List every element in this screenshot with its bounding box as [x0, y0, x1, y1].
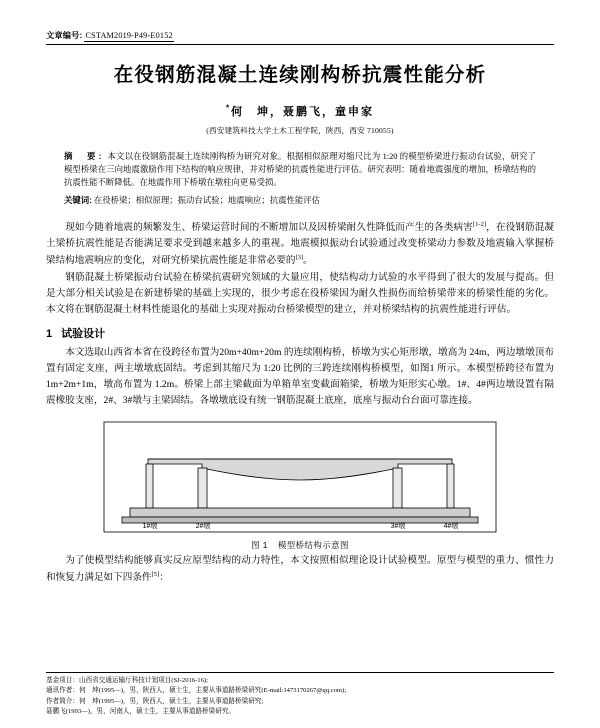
- affiliation: (西安建筑科技大学土木工程学院，陕西，西安 710055): [206, 126, 394, 135]
- section-title: 试验设计: [61, 328, 106, 341]
- figure-1-label: 图 1: [251, 539, 268, 550]
- abstract-label: 摘 要:: [64, 151, 105, 161]
- figure-1-caption-text: 模型桥结构示意图: [277, 539, 349, 550]
- footnote-marker: *: [225, 103, 232, 113]
- section-1-body: [46, 345, 554, 409]
- footnote-line-2: 通讯作者：何 坤(1995—)，男，陕西人，硕士生，主要从事道路桥梁研究(E-mail:1473170267@qq.com);: [46, 687, 347, 695]
- svg-text:2#墩: 2#墩: [195, 522, 211, 530]
- abstract: [46, 150, 554, 189]
- figure-1-image: [46, 418, 554, 536]
- after-figure-body: [46, 553, 554, 586]
- citation-5: [5]: [151, 570, 160, 578]
- section-number: 1: [46, 328, 53, 341]
- bridge-model-diagram: [90, 418, 510, 536]
- abstract-text: 本文以在役钢筋混凝土连续刚构桥为研究对象。根据相似原理对缩尺比为 1:20 的模型桥梁进行振动台试验，研究了模型桥梁在三向地震激励作用下结构的响应规律，并对桥梁的抗震性能进行评估。研究表明：随着地震强度的增加，桥墩结构的抗震性能不断降低。在地震作用下桥墩在墩柱向更易受损。: [64, 152, 536, 188]
- citation-3: [3]: [295, 254, 304, 262]
- figure-1: [46, 418, 554, 551]
- intro-paragraph-2: 钢筋混凝土桥梁振动台试验在桥梁抗震研究领域的大量应用，使结构动力试验的水平得到了很大的发展与提高。但是大部分相关试验是在新建桥梁的基础上实现的，很少考虑在役桥梁因为耐久性损伤而给桥梁带来的桥梁性能的劣化。本文将在钢筋混凝土材料性能退化的基础上实现对振动台桥梁模型的建立，并对桥梁结构的抗震性能进行评估。: [46, 271, 554, 315]
- svg-text:3#墩: 3#墩: [390, 522, 406, 530]
- article-id: [46, 30, 554, 42]
- author-list: [46, 103, 554, 119]
- figure-1-caption: [46, 539, 554, 551]
- footnote-line-1: 基金项目：山西省交通运输厅科技计划项目(SJ-2016-16);: [46, 676, 208, 684]
- article-id-value: CSTAM2019-P49-E0152: [85, 31, 173, 40]
- section-1-paragraph-1: 本文选取山西省本省在役跨径布置为20m+40m+20m 的连续刚构桥，桥墩为实心矩形墩，墩高为 24m，两边墩墩顶布置有固定支座，两主墩墩底固结。考虑到其缩尺为 1:20 比例的三跨连续刚构桥模型，如图1 所示。本模型桥跨径布置为 1m+2m+1m，墩高布置为 1.2m。桥梁上部主梁截面为单箱单室变截面箱梁，桥墩为矩形实心墩。1#、4#两边墩设置有隔震橡胶支座，2#、3#墩与主梁固结。各墩墩底设有统一钢筋混凝土底座，底座与振动台台面可靠连接。: [46, 347, 554, 407]
- footnote-line-3: 作者简介：何 坤(1995—)，男，陕西人，硕士生，主要从事道路桥梁研究;: [46, 697, 264, 705]
- article-id-label: 文章编号:: [46, 31, 83, 40]
- keywords: [46, 194, 554, 207]
- svg-text:1#墩: 1#墩: [142, 522, 158, 530]
- header-divider: [46, 44, 554, 45]
- footnote-block: [46, 672, 554, 718]
- footnote-line-4: 聂鹏飞(1993—)，男，河南人，硕士生，主要从事道路桥梁研究。: [46, 708, 236, 716]
- keywords-text: 在役桥梁；相似原理；振动台试验；地震响应；抗震性能评估: [93, 196, 321, 206]
- svg-text:4#墩: 4#墩: [443, 522, 459, 530]
- author-names: 何 坤，聂鹏飞，童申家: [231, 106, 375, 118]
- intro-paragraph-1: 现如今随着地震的频繁发生、桥梁运营时间的不断增加以及因桥梁耐久性降低而产生的各类病害[1-2]，在役钢筋混凝土梁桥抗震性能是否能满足要求受到越来越多人的重视。地震模拟振动台试验通过改变桥梁动力参数及地震输入掌握桥梁结构地震响应的变化，对研究桥梁抗震性能是非常必要的[3]。: [46, 221, 555, 267]
- citation-1-2: [1-2]: [472, 221, 487, 229]
- footnote-divider: [46, 672, 554, 673]
- after-figure-paragraph-1: 为了使模型结构能够真实反应原型结构的动力特性，本文按照相似理论设计试验模型。原型与模型的重力、惯性力和恢复力满足如下四条件[5]：: [46, 554, 554, 583]
- section-heading-1: [46, 325, 554, 341]
- introduction: [46, 219, 554, 318]
- keywords-label: 关键词:: [64, 195, 92, 206]
- page-title: 在役钢筋混凝土连续刚构桥抗震性能分析: [113, 64, 487, 86]
